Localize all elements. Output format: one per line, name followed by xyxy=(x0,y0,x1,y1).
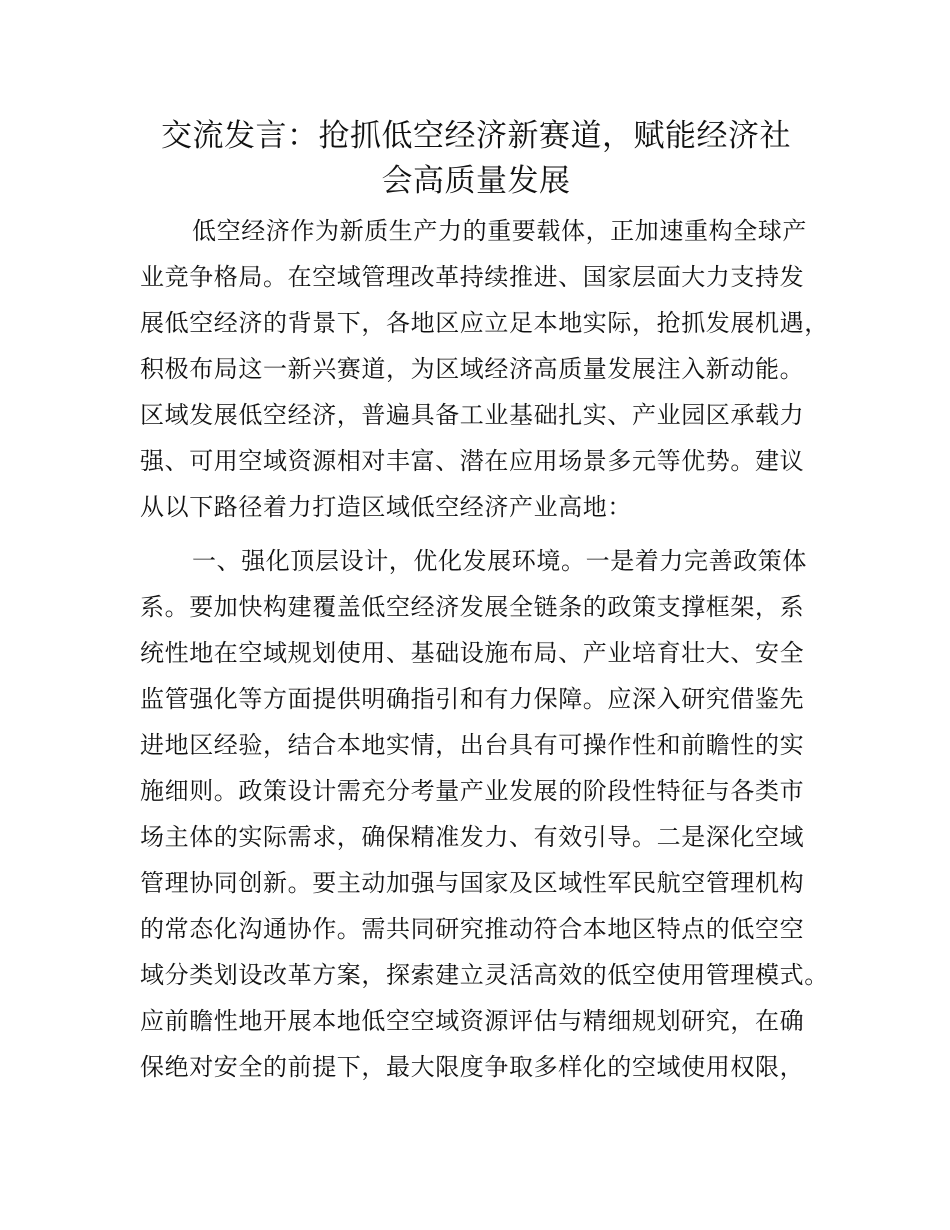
paragraph-line: 低空经济作为新质生产力的重要载体，正加速重构全球产 xyxy=(192,217,807,245)
paragraph-line: 展低空经济的背景下，各地区应立足本地实际，抢抓发展机遇， xyxy=(140,309,829,337)
paragraph-line: 积极布局这一新兴赛道，为区域经济高质量发展注入新动能。 xyxy=(140,355,805,383)
title-line: 会高质量发展 xyxy=(381,163,571,199)
paragraph-line: 从以下路径着力打造区域低空经济产业高地： xyxy=(140,493,632,521)
paragraph-line: 场主体的实际需求，确保精准发力、有效引导。二是深化空域 xyxy=(140,823,805,851)
paragraph-line: 业竞争格局。在空域管理改革持续推进、国家层面大力支持发 xyxy=(140,263,805,291)
paragraph-line: 强、可用空域资源相对丰富、潜在应用场景多元等优势。建议 xyxy=(140,447,805,475)
paragraph-line: 保绝对安全的前提下，最大限度争取多样化的空域使用权限， xyxy=(140,1053,805,1081)
document-body xyxy=(140,208,840,1090)
paragraph-line: 一、强化顶层设计，优化发展环境。一是着力完善政策体 xyxy=(192,547,807,575)
paragraph-line: 的常态化沟通协作。需共同研究推动符合本地区特点的低空空 xyxy=(140,915,805,943)
paragraph-line: 施细则。政策设计需充分考量产业发展的阶段性特征与各类市 xyxy=(140,777,805,805)
paragraph-line: 应前瞻性地开展本地低空空域资源评估与精细规划研究，在确 xyxy=(140,1007,805,1035)
paragraph-line: 进地区经验，结合本地实情，出台具有可操作性和前瞻性的实 xyxy=(140,731,805,759)
paragraph-section-one xyxy=(140,538,840,1090)
paragraph-line: 监管强化等方面提供明确指引和有力保障。应深入研究借鉴先 xyxy=(140,685,805,713)
paragraph-intro xyxy=(140,208,840,530)
paragraph-line: 系。要加快构建覆盖低空经济发展全链条的政策支撑框架，系 xyxy=(140,593,805,621)
paragraph-line: 区域发展低空经济，普遍具备工业基础扎实、产业园区承载力 xyxy=(140,401,805,429)
title-line: 交流发言：抢抓低空经济新赛道，赋能经济社 xyxy=(161,118,791,154)
document-title xyxy=(140,114,812,204)
paragraph-line: 管理协同创新。要主动加强与国家及区域性军民航空管理机构 xyxy=(140,869,805,897)
paragraph-line: 统性地在空域规划使用、基础设施布局、产业培育壮大、安全 xyxy=(140,639,805,667)
paragraph-line: 域分类划设改革方案，探索建立灵活高效的低空使用管理模式。 xyxy=(140,961,829,989)
